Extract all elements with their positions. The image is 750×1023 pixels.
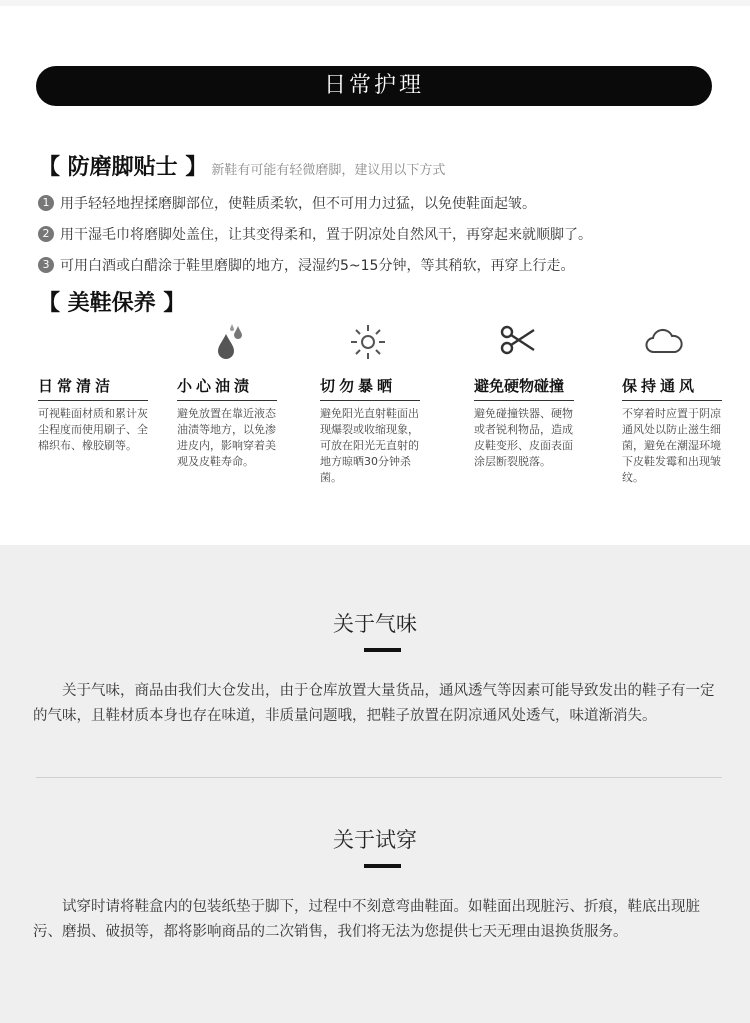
care-item-title: 保持通风: [622, 375, 722, 401]
anti-blister-section: [38, 150, 738, 274]
care-item-title: 日常清洁: [38, 375, 148, 401]
care-item-desc: 不穿着时应置于阴凉通风处以防止滋生细菌，避免在潮湿环境下皮鞋发霉和出现皱纹。: [622, 407, 721, 484]
care-item-desc: 可视鞋面材质和累计灰尘程度而使用刷子、全棉织布、橡胶刷等。: [38, 407, 148, 452]
shoe-care-heading: 【 美鞋保养 】: [38, 291, 186, 316]
care-item-desc: 避免碰撞铁器、硬物或者锐利物品，造成皮鞋变形、皮面表面涂层断裂脱落。: [474, 407, 573, 468]
odor-text: 关于气味，商品由我们大仓发出，由于仓库放置大量货品，通风透气等因素可能导致发出的鞋子有一定的气味，且鞋材质本身也存在味道，非质量问题哦，把鞋子放置在阴凉通风处透气，味道渐消失。: [33, 683, 715, 724]
step-text: 可用白酒或白醋涂于鞋里磨脚的地方，浸湿约5~15分钟，等其稍软，再穿上行走。: [60, 258, 575, 274]
top-strip: [0, 0, 750, 6]
care-item-title: 小心油渍: [177, 375, 277, 401]
cloud-icon: [644, 324, 684, 364]
care-item: [177, 375, 277, 470]
anti-blister-heading: 【 防磨脚贴士 】: [38, 155, 208, 180]
anti-blister-note: 新鞋有可能有轻微磨脚，建议用以下方式: [211, 163, 446, 178]
care-item-desc: 避免放置在靠近液态油渍等地方，以免渗进皮内，影响穿着美观及皮鞋寿命。: [177, 407, 276, 468]
care-item-title: 避免硬物碰撞: [474, 375, 574, 401]
step-item: [38, 225, 738, 243]
step-text: 用干湿毛巾将磨脚处盖住，让其变得柔和，置于阴凉处自然风干，再穿起来就顺脚了。: [60, 227, 592, 243]
care-item-title: 切勿暴晒: [320, 375, 420, 401]
daily-care-banner: 日常护理: [36, 66, 712, 106]
step-number-badge: 1: [38, 195, 54, 211]
care-item: [622, 375, 722, 486]
sun-icon: [348, 322, 388, 362]
odor-title-underline: [364, 648, 401, 652]
step-number-badge: 3: [38, 257, 54, 273]
step-item: [38, 256, 738, 274]
tryon-title-underline: [364, 864, 401, 868]
tryon-text: 试穿时请将鞋盒内的包装纸垫于脚下，过程中不刻意弯曲鞋面。如鞋面出现脏污、折痕，鞋底出现脏污、磨损、破损等，都将影响商品的二次销售，我们将无法为您提供七天无理由退换货服务。: [33, 899, 700, 940]
tryon-title: 关于试穿: [333, 828, 417, 852]
care-item-desc: 避免阳光直射鞋面出现爆裂或收缩现象，可放在阳光无直射的地方晾晒30分钟杀菌。: [320, 407, 419, 484]
section-divider: [36, 777, 722, 778]
step-text: 用手轻轻地捏揉磨脚部位，使鞋质柔软，但不可用力过猛，以免使鞋面起皱。: [60, 196, 536, 212]
care-item: [474, 375, 574, 470]
scissors-icon: [498, 320, 538, 360]
odor-title: 关于气味: [333, 612, 417, 636]
care-item: [38, 375, 148, 454]
step-number-badge: 2: [38, 226, 54, 242]
water-drops-icon: [212, 322, 252, 362]
step-item: [38, 194, 738, 212]
care-item: [320, 375, 420, 486]
